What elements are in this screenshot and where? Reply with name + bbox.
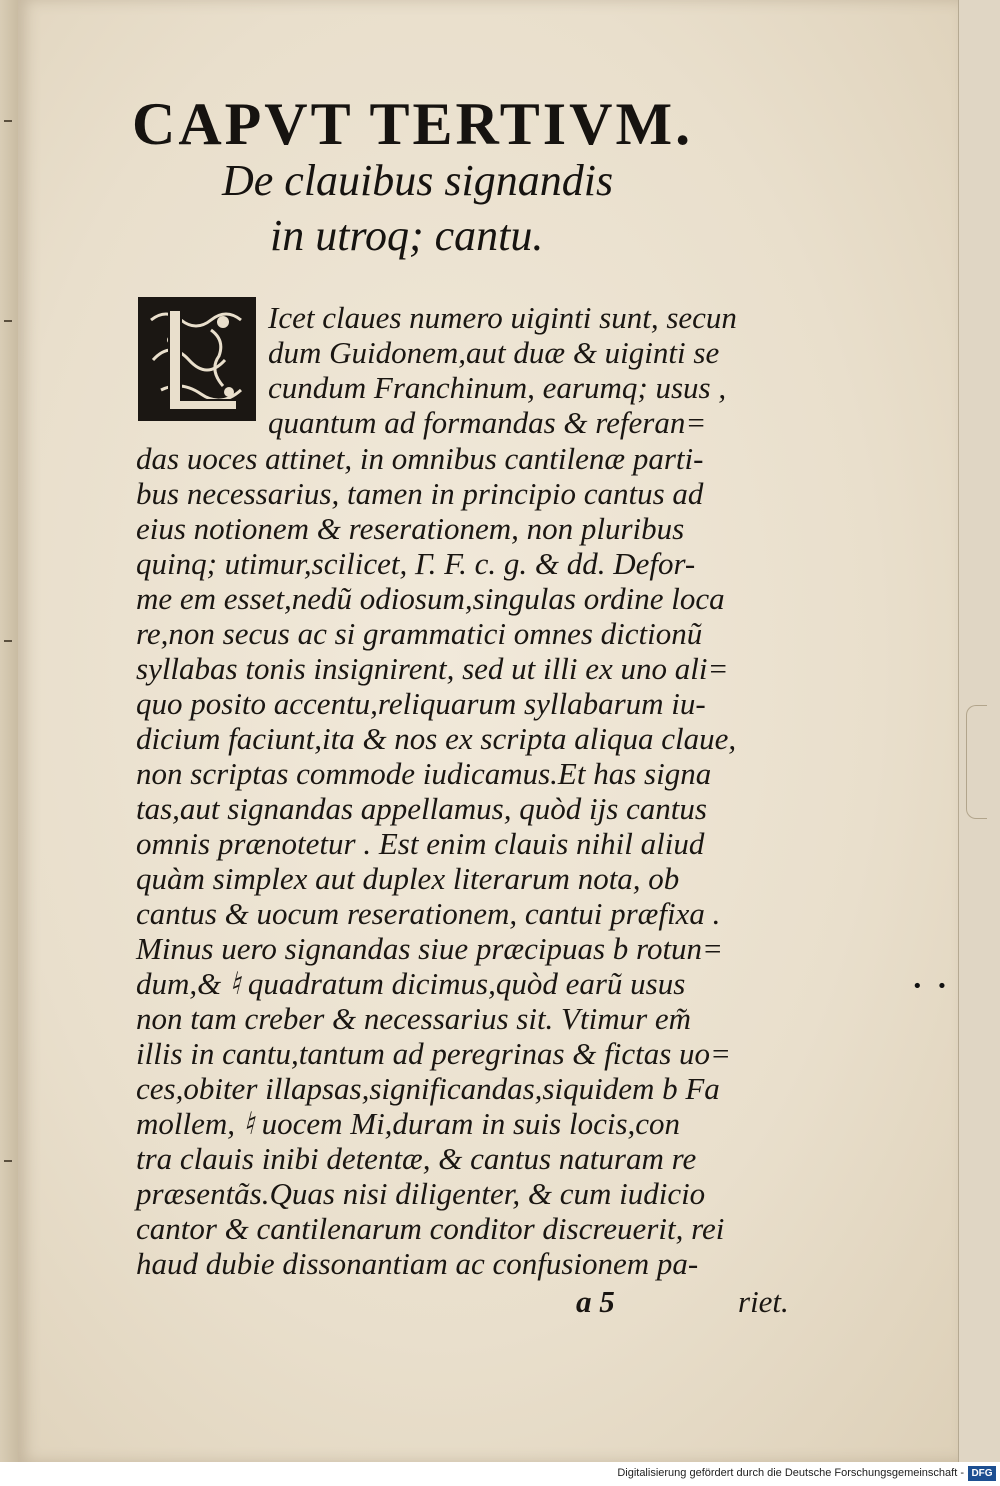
margin-dots: •• bbox=[912, 976, 962, 997]
facing-page-edge bbox=[0, 0, 19, 1462]
decorated-initial-l bbox=[138, 297, 256, 421]
chapter-title: CAPVT TERTIVM. bbox=[132, 91, 694, 157]
gutter-mark bbox=[4, 640, 12, 642]
text-line: non tam creber & necessarius sit. Vtimur em̃ bbox=[136, 1001, 692, 1036]
text-line: bus necessarius, tamen in principio cantus ad bbox=[136, 476, 704, 511]
text-line: quantum ad formandas & referan= bbox=[268, 405, 707, 440]
text-line: dum Guidonem,aut duæ & uiginti se bbox=[268, 335, 720, 370]
page-fold-mark bbox=[966, 705, 987, 819]
funding-credit: Digitalisierung gefördert durch die Deutsche Forschungsgemeinschaft - bbox=[617, 1467, 964, 1479]
text-line: Minus uero signandas siue præcipuas b rotun= bbox=[136, 931, 723, 966]
text-line: haud dubie dissonantiam ac confusionem pa- bbox=[136, 1246, 699, 1281]
text-line: non scriptas commode iudicamus.Et has signa bbox=[136, 756, 712, 791]
text-line: Icet claues numero uiginti sunt, secun bbox=[268, 300, 737, 335]
dfg-logo-icon: DFG bbox=[968, 1466, 996, 1481]
text-line: quo posito accentu,reliquarum syllabarum iu- bbox=[136, 686, 706, 721]
woodcut-initial-icon bbox=[141, 300, 253, 418]
gutter-mark bbox=[4, 320, 12, 322]
text-line: tra clauis inibi detentæ, & cantus naturam re bbox=[136, 1141, 697, 1176]
text-line: ces,obiter illapsas,significandas,siquidem b Fa bbox=[136, 1071, 720, 1106]
text-line: syllabas tonis insignirent, sed ut illi ex uno ali= bbox=[136, 651, 729, 686]
catchword: riet. bbox=[738, 1284, 789, 1319]
text-line: quinq; utimur,scilicet, Γ. F. c. g. & dd. Defor- bbox=[136, 546, 696, 581]
chapter-subtitle-line-2: in utroq; cantu. bbox=[270, 211, 544, 260]
text-line: quàm simplex aut duplex literarum nota, ob bbox=[136, 861, 680, 896]
text-line: tas,aut signandas appellamus, quòd ijs cantus bbox=[136, 791, 707, 826]
text-line: illis in cantu,tantum ad peregrinas & fictas uo= bbox=[136, 1036, 731, 1071]
text-line: eius notionem & reserationem, non pluribus bbox=[136, 511, 685, 546]
text-line: cundum Franchinum, earumq; usus , bbox=[268, 370, 727, 405]
text-line: re,non secus ac si grammatici omnes dictionũ bbox=[136, 616, 703, 651]
text-line: dicium faciunt,ita & nos ex scripta aliqua claue, bbox=[136, 721, 737, 756]
digitization-footer bbox=[0, 1462, 1000, 1486]
text-line: mollem, ♮ uocem Mi,duram in suis locis,con bbox=[136, 1106, 681, 1141]
text-line: cantus & uocum reserationem, cantui præfixa . bbox=[136, 896, 721, 931]
gutter-mark bbox=[4, 120, 12, 122]
text-line: dum,& ♮ quadratum dicimus,quòd earũ usus bbox=[136, 966, 686, 1001]
text-line: das uoces attinet, in omnibus cantilenæ parti- bbox=[136, 441, 704, 476]
chapter-subtitle-line-1: De clauibus signandis bbox=[222, 156, 614, 205]
signature-mark: a 5 bbox=[576, 1284, 615, 1319]
text-line: præsentãs.Quas nisi diligenter, & cum iudicio bbox=[136, 1176, 706, 1211]
text-line: cantor & cantilenarum conditor discreuerit, rei bbox=[136, 1211, 725, 1246]
text-line: omnis prænotetur . Est enim clauis nihil aliud bbox=[136, 826, 705, 861]
text-line: me em esset,nedũ odiosum,singulas ordine loca bbox=[136, 581, 725, 616]
gutter-mark bbox=[4, 1160, 12, 1162]
